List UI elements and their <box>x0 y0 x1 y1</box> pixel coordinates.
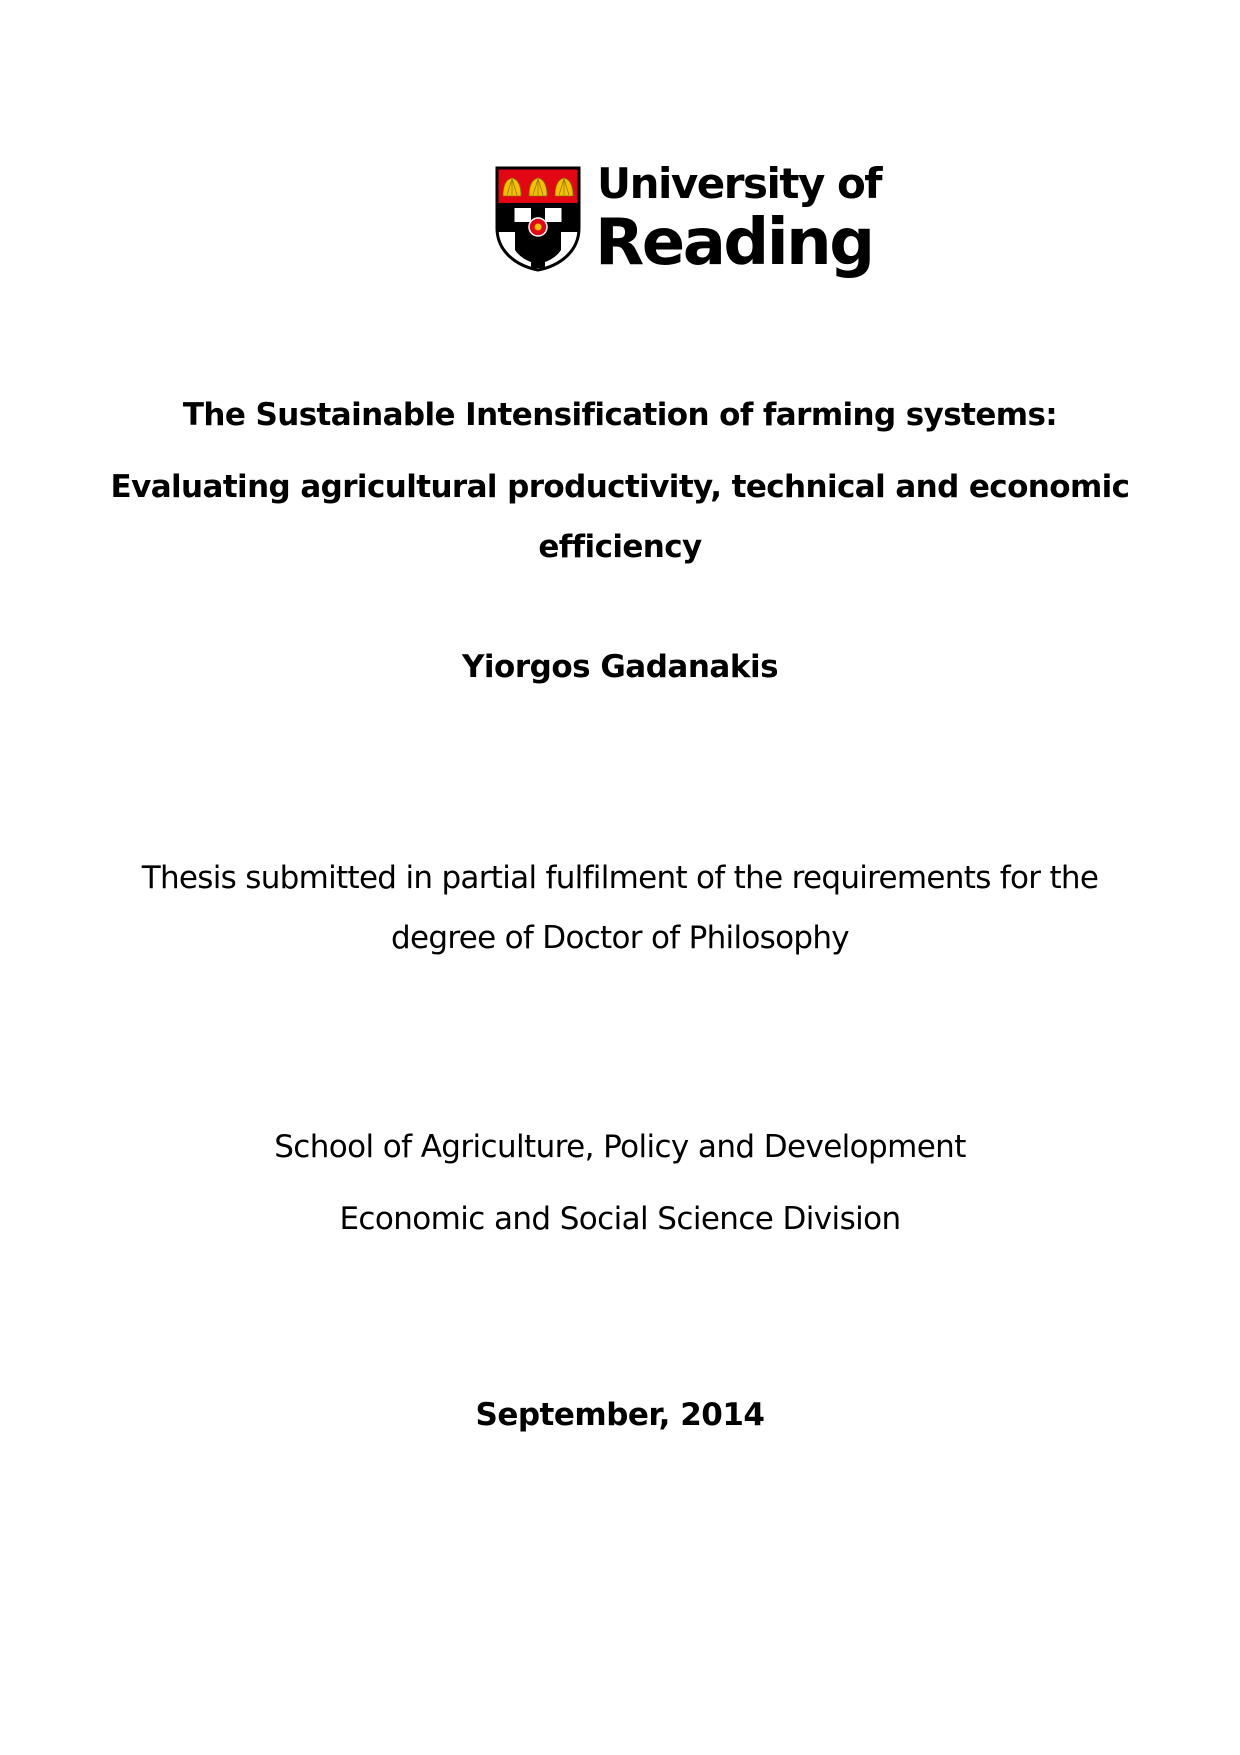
logo-wordmark-line2: Reading <box>595 206 873 280</box>
university-logo <box>495 158 882 288</box>
university-crest-icon <box>495 166 581 272</box>
division-name: Economic and Social Science Division <box>339 1201 901 1237</box>
school-name: School of Agriculture, Policy and Development <box>274 1129 966 1165</box>
statement-line-2: degree of Doctor of Philosophy <box>391 920 849 956</box>
degree-statement <box>0 848 1240 968</box>
author-name: Yiorgos Gadanakis <box>461 649 779 685</box>
affiliation <box>0 1124 1240 1242</box>
statement-line-1: Thesis submitted in partial fulfilment of the requirements for the <box>141 860 1099 896</box>
logo-wordmark-line1: University of <box>597 159 882 208</box>
thesis-title <box>0 392 1240 570</box>
submission-date: September, 2014 <box>475 1397 765 1433</box>
title-line-3: efficiency <box>538 529 702 565</box>
title-line-1: The Sustainable Intensification of farming systems: <box>182 397 1058 433</box>
title-line-2: Evaluating agricultural productivity, technical and economic <box>110 469 1130 505</box>
